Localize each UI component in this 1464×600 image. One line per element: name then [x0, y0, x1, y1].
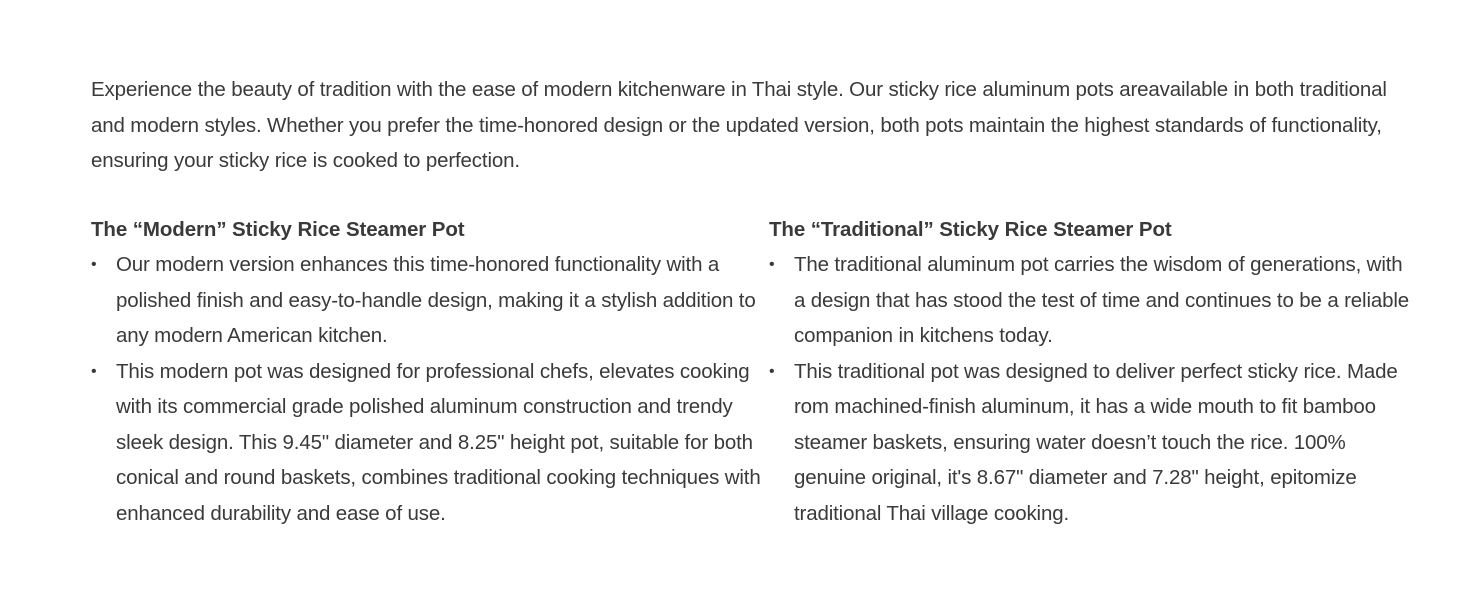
- product-description: [91, 72, 1410, 532]
- list-item-text: This modern pot was designed for professional chefs, elevates cooking with its commercial grade polished aluminum construction and trendy sleek design. This 9.45" diameter and 8.25" height pot, suitable for both conical and round baskets, combines traditional cooking techniques with enhanced durability and ease of use.: [116, 359, 761, 525]
- intro-paragraph: Experience the beauty of tradition with the ease of modern kitchenware in Thai style. Our sticky rice aluminum pots areavailable in both traditional and modern styles. Whether you prefer the time-honored design or the updated version, both pots maintain the highest standards of functionality, ensuring your sticky rice is cooked to perfection.: [91, 78, 1387, 172]
- bullet-icon: •: [769, 362, 775, 380]
- bullet-icon: •: [769, 256, 775, 273]
- traditional-pot-title: The “Traditional” Sticky Rice Steamer Pot: [769, 217, 1172, 241]
- modern-pot-bullets: [91, 247, 761, 531]
- modern-pot-title: The “Modern” Sticky Rice Steamer Pot: [91, 217, 465, 241]
- list-item-text: Our modern version enhances this time-honored functionality with a polished finish and easy-to-handle design, making it a stylish addition to any modern American kitchen.: [116, 253, 756, 347]
- bullet-icon: •: [91, 362, 97, 380]
- list-item: [769, 354, 1409, 532]
- pot-comparison: [91, 212, 1410, 532]
- list-item-text: The traditional aluminum pot carries the wisdom of generations, with a design that has stood the test of time and continues to be a reliable companion in kitchens today.: [794, 253, 1410, 347]
- traditional-pot-section: [769, 212, 1409, 532]
- list-item: [769, 247, 1409, 354]
- list-item: [91, 354, 761, 532]
- bullet-icon: •: [91, 256, 97, 273]
- list-item: [91, 247, 761, 354]
- traditional-pot-bullets: [769, 247, 1409, 531]
- list-item-text: This traditional pot was designed to deliver perfect sticky rice. Made rom machined-finish aluminum, it has a wide mouth to fit bamboo steamer baskets, ensuring water doesn’t touch the rice. 100% genuine original, it's 8.67" diameter and 7.28" height, epitomize traditional Thai village cooking.: [794, 359, 1398, 525]
- modern-pot-section: [91, 212, 761, 532]
